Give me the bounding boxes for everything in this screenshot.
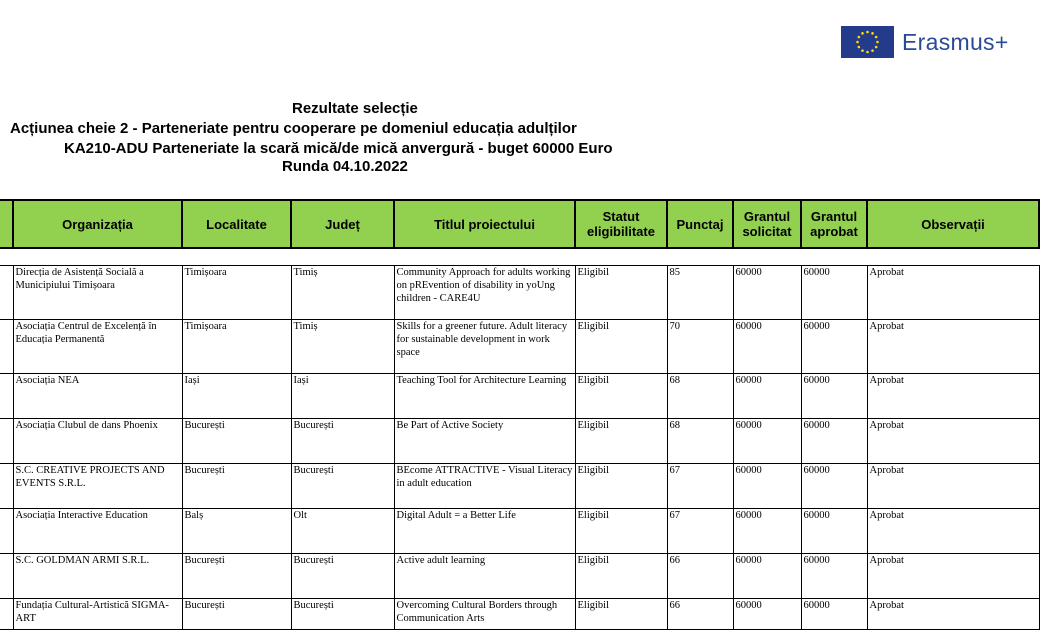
cell-titlul: Active adult learning xyxy=(394,554,575,599)
row-blank-cell xyxy=(0,320,13,374)
cell-grant-aprobat: 60000 xyxy=(801,266,867,320)
spacer-row xyxy=(0,248,1039,266)
cell-localitate: București xyxy=(182,419,291,464)
cell-observatii: Aprobat xyxy=(867,266,1039,320)
cell-localitate: București xyxy=(182,554,291,599)
cell-organizatia: Asociația Interactive Education xyxy=(13,509,182,554)
row-blank-cell xyxy=(0,464,13,509)
cell-grant-solicitat: 60000 xyxy=(733,374,801,419)
cell-observatii: Aprobat xyxy=(867,374,1039,419)
heading-line-1: Rezultate selecție xyxy=(292,100,418,117)
erasmus-logo xyxy=(841,26,1009,58)
table-row xyxy=(0,374,1039,419)
cell-grant-solicitat: 60000 xyxy=(733,554,801,599)
cell-judet: București xyxy=(291,419,394,464)
table-row xyxy=(0,320,1039,374)
row-blank-cell xyxy=(0,419,13,464)
eu-star-icon xyxy=(858,36,861,39)
eu-star-icon xyxy=(875,36,878,39)
cell-titlul: Overcoming Cultural Borders through Communication Arts xyxy=(394,599,575,630)
cell-localitate: Timișoara xyxy=(182,266,291,320)
cell-titlul: Teaching Tool for Architecture Learning xyxy=(394,374,575,419)
cell-punctaj: 85 xyxy=(667,266,733,320)
cell-observatii: Aprobat xyxy=(867,464,1039,509)
cell-localitate: București xyxy=(182,599,291,630)
cell-statut: Eligibil xyxy=(575,554,667,599)
cell-grant-aprobat: 60000 xyxy=(801,554,867,599)
cell-grant-solicitat: 60000 xyxy=(733,419,801,464)
cell-observatii: Aprobat xyxy=(867,554,1039,599)
cell-grant-aprobat: 60000 xyxy=(801,509,867,554)
cell-organizatia: Asociația NEA xyxy=(13,374,182,419)
cell-statut: Eligibil xyxy=(575,419,667,464)
table-row xyxy=(0,419,1039,464)
cell-localitate: Iași xyxy=(182,374,291,419)
cell-judet: Olt xyxy=(291,509,394,554)
cell-organizatia: Asociația Clubul de dans Phoenix xyxy=(13,419,182,464)
cell-grant-aprobat: 60000 xyxy=(801,320,867,374)
table-row xyxy=(0,464,1039,509)
header-localitate: Localitate xyxy=(182,200,291,248)
cell-organizatia: Fundația Cultural-Artistică SIGMA-ART xyxy=(13,599,182,630)
eu-star-icon xyxy=(876,41,879,44)
cell-titlul: Community Approach for adults working on pREvention of disability in yoUng children - CARE4U xyxy=(394,266,575,320)
cell-judet: București xyxy=(291,554,394,599)
cell-titlul: Skills for a greener future. Adult literacy for sustainable development in work space xyxy=(394,320,575,374)
cell-observatii: Aprobat xyxy=(867,419,1039,464)
row-blank-cell xyxy=(0,599,13,630)
cell-organizatia: Asociația Centrul de Excelență în Educația Permanentă xyxy=(13,320,182,374)
cell-localitate: Timișoara xyxy=(182,320,291,374)
cell-punctaj: 68 xyxy=(667,419,733,464)
eu-star-icon xyxy=(871,49,874,52)
table-row xyxy=(0,554,1039,599)
cell-localitate: București xyxy=(182,464,291,509)
cell-organizatia: Direcția de Asistență Socială a Municipiului Timișoara xyxy=(13,266,182,320)
eu-star-icon xyxy=(866,51,869,54)
cell-statut: Eligibil xyxy=(575,509,667,554)
cell-judet: Iași xyxy=(291,374,394,419)
heading-line-3: KA210-ADU Parteneriate la scară mică/de mică anvergură - buget 60000 Euro xyxy=(64,140,613,157)
cell-judet: București xyxy=(291,599,394,630)
cell-localitate: Balș xyxy=(182,509,291,554)
header-organizatia: Organizația xyxy=(13,200,182,248)
cell-grant-aprobat: 60000 xyxy=(801,419,867,464)
cell-punctaj: 66 xyxy=(667,599,733,630)
cell-titlul: Be Part of Active Society xyxy=(394,419,575,464)
eu-star-icon xyxy=(871,32,874,35)
cell-judet: București xyxy=(291,464,394,509)
cell-statut: Eligibil xyxy=(575,599,667,630)
cell-grant-aprobat: 60000 xyxy=(801,374,867,419)
row-blank-cell xyxy=(0,266,13,320)
table-row xyxy=(0,509,1039,554)
eu-star-icon xyxy=(866,31,869,34)
header-grant-aprobat: Grantul aprobat xyxy=(801,200,867,248)
heading-line-4: Runda 04.10.2022 xyxy=(282,158,408,175)
table-row xyxy=(0,599,1039,630)
cell-grant-solicitat: 60000 xyxy=(733,320,801,374)
table-header-row xyxy=(0,200,1039,248)
results-table xyxy=(0,199,1040,630)
cell-grant-solicitat: 60000 xyxy=(733,599,801,630)
header-grant-solicitat: Grantul solicitat xyxy=(733,200,801,248)
eu-star-icon xyxy=(858,46,861,49)
header-punctaj: Punctaj xyxy=(667,200,733,248)
cell-punctaj: 67 xyxy=(667,464,733,509)
cell-titlul: BEcome ATTRACTIVE - Visual Literacy in adult education xyxy=(394,464,575,509)
cell-punctaj: 66 xyxy=(667,554,733,599)
eu-star-icon xyxy=(861,32,864,35)
cell-grant-aprobat: 60000 xyxy=(801,599,867,630)
row-blank-cell xyxy=(0,374,13,419)
cell-judet: Timiș xyxy=(291,320,394,374)
cell-judet: Timiș xyxy=(291,266,394,320)
cell-organizatia: S.C. CREATIVE PROJECTS AND EVENTS S.R.L. xyxy=(13,464,182,509)
cell-observatii: Aprobat xyxy=(867,320,1039,374)
eu-star-icon xyxy=(861,49,864,52)
eu-flag-icon xyxy=(841,26,894,58)
cell-grant-solicitat: 60000 xyxy=(733,266,801,320)
cell-observatii: Aprobat xyxy=(867,509,1039,554)
logo-text: Erasmus+ xyxy=(902,28,1009,55)
header-judet: Județ xyxy=(291,200,394,248)
cell-punctaj: 70 xyxy=(667,320,733,374)
eu-star-icon xyxy=(875,46,878,49)
cell-statut: Eligibil xyxy=(575,374,667,419)
cell-observatii: Aprobat xyxy=(867,599,1039,630)
cell-statut: Eligibil xyxy=(575,320,667,374)
header-titlul: Titlul proiectului xyxy=(394,200,575,248)
cell-statut: Eligibil xyxy=(575,266,667,320)
row-blank-cell xyxy=(0,509,13,554)
header-observatii: Observații xyxy=(867,200,1039,248)
table-row xyxy=(0,266,1039,320)
cell-organizatia: S.C. GOLDMAN ARMI S.R.L. xyxy=(13,554,182,599)
header-cell-blank xyxy=(0,200,13,248)
cell-grant-solicitat: 60000 xyxy=(733,464,801,509)
cell-punctaj: 67 xyxy=(667,509,733,554)
cell-grant-solicitat: 60000 xyxy=(733,509,801,554)
eu-star-icon xyxy=(856,41,859,44)
cell-statut: Eligibil xyxy=(575,464,667,509)
cell-punctaj: 68 xyxy=(667,374,733,419)
header-statut: Statut eligibilitate xyxy=(575,200,667,248)
heading-line-2: Acțiunea cheie 2 - Parteneriate pentru cooperare pe domeniul educația adulților xyxy=(10,120,577,137)
cell-grant-aprobat: 60000 xyxy=(801,464,867,509)
row-blank-cell xyxy=(0,554,13,599)
cell-titlul: Digital Adult = a Better Life xyxy=(394,509,575,554)
